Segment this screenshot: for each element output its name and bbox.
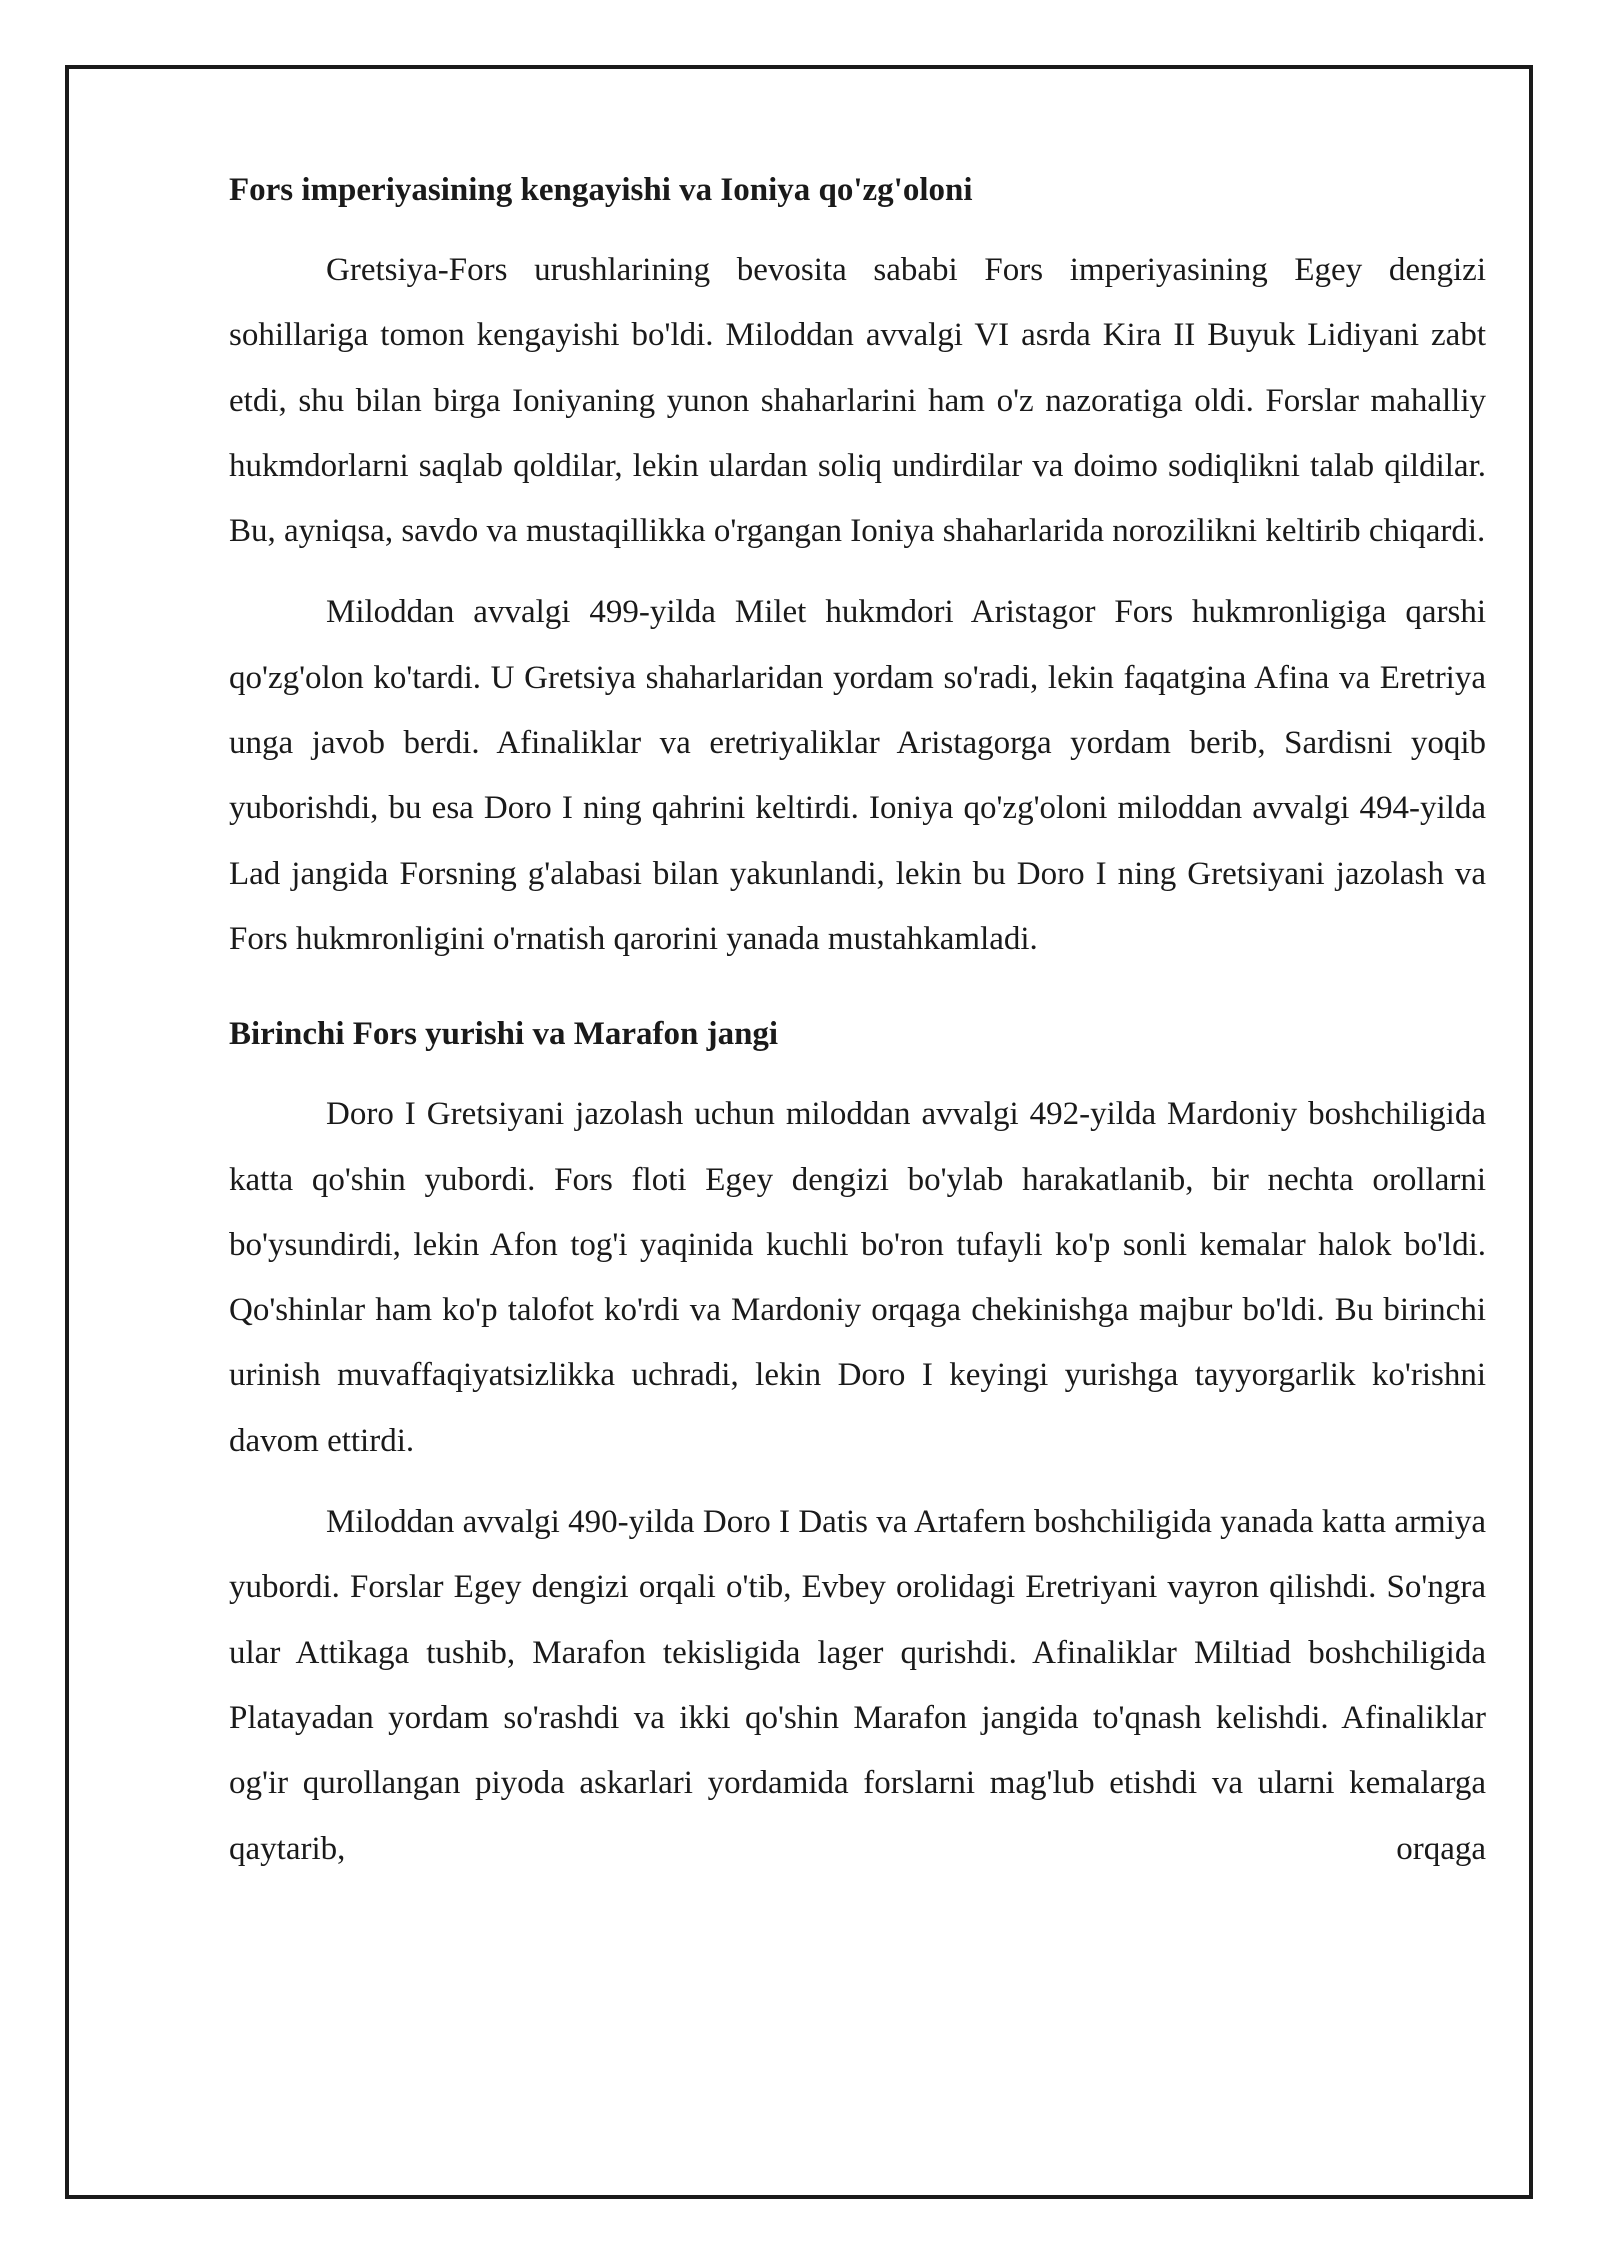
- section-heading: Fors imperiyasining kengayishi va Ioniya qo'zg'oloni: [229, 172, 973, 208]
- paragraph: Miloddan avvalgi 490-yilda Doro I Datis va Artafern boshchiligida yanada katta armiya yubordi. Forslar Egey dengizi orqali o'tib, Evbey orolidagi Eretriyani vayron qilishdi. So'ngra ular Attikaga tushib, Marafon tekisligida lager qurishdi. Afinaliklar Miltiad boshchiligida Platayadan yordam so'rashdi va ikki qo'shin Marafon jangida to'qnash kelishdi. Afinaliklar og'ir qurollangan piyoda askarlari yordamida forslarni mag'lub etishdi va ularni kemalarga qaytarib, orqaga: [229, 1504, 1486, 1867]
- paragraph: Miloddan avvalgi 499-yilda Milet hukmdori Aristagor Fors hukmronligiga qarshi qo'zg'olon ko'tardi. U Gretsiya shaharlaridan yordam so'radi, lekin faqatgina Afina va Eretriya unga javob berdi. Afinaliklar va eretriyaliklar Aristagorga yordam berib, Sardisni yoqib yuborishdi, bu esa Doro I ning qahrini keltirdi. Ioniya qo'zg'oloni miloddan avvalgi 494-yilda Lad jangida Forsning g'alabasi bilan yakunlandi, lekin bu Doro I ning Gretsiyani jazolash va Fors hukmronligini o'rnatish qarorini yanada mustahkamladi.: [229, 594, 1486, 957]
- paragraph: Gretsiya-Fors urushlarining bevosita sababi Fors imperiyasining Egey dengizi sohillariga tomon kengayishi bo'ldi. Miloddan avvalgi VI asrda Kira II Buyuk Lidiyani zabt etdi, shu bilan birga Ioniyaning yunon shaharlarini ham o'z nazoratiga oldi. Forslar mahalliy hukmdorlarni saqlab qoldilar, lekin ulardan soliq undirdilar va doimo sodiqlikni talab qildilar. Bu, ayniqsa, savdo va mustaqillikka o'rgangan Ioniya shaharlarida norozilikni keltirib chiqardi.: [229, 252, 1486, 550]
- section-heading: Birinchi Fors yurishi va Marafon jangi: [229, 1016, 779, 1053]
- document-body: [229, 168, 1486, 1882]
- paragraph: Doro I Gretsiyani jazolash uchun miloddan avvalgi 492-yilda Mardoniy boshchiligida katta qo'shin yubordi. Fors floti Egey dengizi bo'ylab harakatlanib, bir nechta orollarni bo'ysundirdi, lekin Afon tog'i yaqinida kuchli bo'ron tufayli ko'p sonli kemalar halok bo'ldi. Qo'shinlar ham ko'p talofot ko'rdi va Mardoniy orqaga chekinishga majbur bo'ldi. Bu birinchi urinish muvaffaqiyatsizlikka uchradi, lekin Doro I keyingi yurishga tayyorgarlik ko'rishni davom ettirdi.: [229, 1096, 1486, 1459]
